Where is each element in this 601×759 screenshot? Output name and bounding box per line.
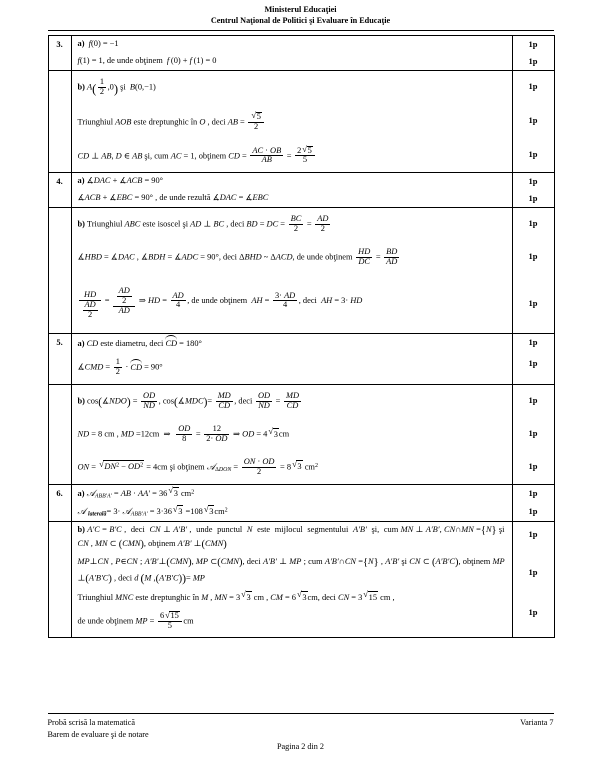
item-number-spacer: [49, 451, 72, 484]
points-5a-1: 1p: [512, 334, 554, 351]
solution-text-6a-1: a) 𝒜$_{ABB'A'}$ = AB · AA′ = 36 √ 3 $cm^2$: [77, 485, 195, 499]
item-number-spacer: [49, 274, 72, 333]
table-row: [48, 35, 554, 173]
scoring-line: [49, 418, 554, 451]
solution-block-4b: [49, 208, 554, 333]
item-number-spacer: [49, 351, 72, 384]
solution-text-4b-3: $\frac{HD}{\frac{AD}{2}}$ = $\frac{\frac{AD}{2}}{AD}$ ⇒ HD = $\frac{AD}{4}$ , de unde obţinem AH = $\frac{3\cdot AD}{4}$ , deci AH = 3· HD: [72, 274, 512, 333]
solution-text-3a-2: f(1) = 1, de unde obţinem f (0) + f (1) = 0: [77, 55, 217, 65]
points-4a-1: 1p: [512, 173, 554, 190]
item-number-spacer: [49, 53, 72, 70]
item-number-spacer: [49, 385, 72, 418]
solution-text-6a-2: 𝒜 $_{laterală}$= 3· 𝒜$_{ABB'A'}$ = 3·36 √ 3 =108 √ $3cm^2$: [77, 503, 228, 518]
item-number-5: 5.: [49, 334, 72, 351]
solution-text-5a-1: a) CD este diametru, deci CD = 180°: [72, 334, 512, 351]
item-number-spacer: [49, 522, 72, 554]
item-number-spacer: [49, 190, 72, 207]
points-6b-2: 1p: [512, 554, 554, 588]
scoring-line: [49, 485, 554, 503]
points-3a-2: 1p: [512, 53, 554, 70]
solution-block-6a: [49, 485, 554, 522]
footer-doctype: Barem de evaluare şi de notare: [47, 730, 149, 740]
header-center: Centrul Naţional de Politici şi Evaluare în Educaţie: [210, 16, 391, 26]
points-5a-2: 1p: [512, 351, 554, 384]
item-number-spacer: [49, 241, 72, 274]
document-footer: [0, 713, 601, 751]
scoring-line: [49, 139, 554, 173]
item-number-spacer: [49, 418, 72, 451]
points-4b-3: 1p: [512, 274, 554, 333]
points-6a-2: 1p: [512, 503, 554, 521]
solution-text-4a-2: ∡ACB + ∡EBC = 90° , de unde rezultă ∡DAC = ∡EBC: [77, 193, 269, 203]
footer-subject: Probă scrisă la matematică: [47, 718, 136, 728]
scoring-line: [49, 190, 554, 207]
scoring-line: [49, 554, 554, 588]
solution-text-4b-1: b) Triunghiul ABC este isoscel şi AD ⊥ BC , deci BD = DC = $\frac{BC}{2}$ = $\frac{AD}{2}$: [77, 214, 329, 234]
points-4b-1: 1p: [512, 208, 554, 241]
solution-block-3b: [49, 71, 554, 173]
points-3b-1: 1p: [512, 71, 554, 105]
item-number-spacer: [49, 503, 72, 521]
scoring-line: [49, 589, 554, 637]
item-number-spacer: [49, 208, 72, 241]
points-3b-2: 1p: [512, 105, 554, 139]
footer-page-number: Pagina 2 din 2: [276, 742, 325, 751]
scoring-line: [49, 351, 554, 384]
scoring-line: [49, 173, 554, 190]
solution-text-5b-3: ON = √ $DN^2 - OD^2 = 4cm$ şi obţinem 𝒜$_{\Delta DON}$ = $\frac{ON \cdot OD}{2}$ = 8 √ 3 $cm^2$: [77, 456, 318, 476]
solution-text-3b-1: b) A( $\frac{1}{2}$ ,0) şi B(0,−1): [77, 76, 156, 96]
solution-text-3a-1: a) f(0) = −1: [77, 38, 119, 48]
item-number-spacer: [49, 589, 72, 637]
scoring-line: [49, 451, 554, 484]
solution-block-4a: [49, 173, 554, 208]
solution-block-6b: [49, 522, 554, 637]
solution-block-3a: [49, 36, 554, 71]
solution-text-4a-1: a) ∡DAC + ∡ACB = 90°: [77, 176, 164, 186]
table-row: [48, 334, 554, 485]
scoring-line: [49, 36, 554, 53]
table-row: [48, 484, 554, 637]
solution-text-6b-3: Triunghiul MNC este dreptunghic în M , MN = 3 √ 3 cm , CM = 6 √ 3cm, deci CN = 3 √ 15 cm , de unde obţinem MP = 6 √ 15 5 cm: [77, 589, 395, 630]
points-3a-1: 1p: [512, 36, 554, 53]
item-number-spacer: [49, 71, 72, 105]
solution-block-5a: [49, 334, 554, 385]
solution-text-5b-1: b) cos(∡NDO) = $\frac{OD}{ND}$ , cos(∡MDC)= $\frac{MD}{CD}$ , deci $\frac{OD}{ND}$ = $\frac{MD}{CD}$: [77, 391, 300, 411]
points-3b-3: 1p: [512, 139, 554, 173]
solution-text-6b-2: MP⊥CN , P∈CN ; A′B′⊥(CMN), MP ⊂(CMN), deci A′B′ ⊥ MP ; cum A′B′∩CN ={N} , A′B′ şi CN ⊂ (A′B′C), obţinem MP ⊥(A′B′C) , deci d (M ,(A′B′C))= MP: [77, 557, 505, 585]
solution-text-3b-3: CD ⊥ AB, D ∈ AB şi, cum AC = 1, obţinem CD = $\frac{AC \cdot OB}{AB}$ = 2 √ 5 5: [72, 139, 512, 173]
item-number-spacer: [49, 554, 72, 588]
scoring-line: [49, 334, 554, 351]
item-number-4: 4.: [49, 173, 72, 190]
scoring-line: [49, 105, 554, 139]
item-number-6: 6.: [49, 485, 72, 503]
scoring-line: [49, 53, 554, 70]
points-4b-2: 1p: [512, 241, 554, 274]
scoring-line: [49, 522, 554, 554]
scoring-line: [49, 208, 554, 241]
scoring-line: [49, 503, 554, 521]
footer-left: [48, 717, 149, 741]
solution-text-3b-2: Triunghiul AOB este dreptunghic în O , deci AB = √ 5 2: [72, 105, 512, 139]
footer-variant: Varianta 7: [520, 718, 554, 728]
points-6a-1: 1p: [512, 485, 554, 503]
item-number-spacer: [49, 105, 72, 139]
solution-text-6b-1: b) A′C = B′C , deci CN ⊥ A′B′ , unde punctul N este mijlocul segmentului A′B′ şi, cum MN ⊥ A′B′, CN∩MN ={N} şi CN , MN ⊂ (CMN), obţinem A′B′ ⊥(CMN): [77, 525, 505, 551]
points-5b-2: 1p: [512, 418, 554, 451]
scoring-line: [49, 241, 554, 274]
table-row: [48, 173, 554, 334]
solution-text-5b-2: ND = 8 cm , MD =12cm ⇒ $\frac{OD}{8}$ = $\frac{12}{2\cdot OD}$ ⇒ OD = 4 √ 3cm: [77, 423, 290, 443]
header-divider: [48, 30, 554, 31]
scoring-line: [49, 71, 554, 105]
points-5b-3: 1p: [512, 451, 554, 484]
scoring-line: [49, 385, 554, 418]
item-number-spacer: [49, 139, 72, 173]
solution-text-4b-2: ∡HBD = ∡DAC , ∡BDH = ∡ADC = 90°, deci ΔBHD ~ ΔACD, de unde obţinem $\frac{HD}{DC}$ = $\frac{BD}{AD}$: [77, 247, 398, 267]
footer-divider: [48, 713, 554, 714]
item-number-3: 3.: [49, 36, 72, 53]
solution-text-5a-2: ∡CMD = $\frac{1}{2}$ · CD = 90°: [77, 357, 163, 377]
document-header: [0, 0, 601, 27]
points-6b-3: 1p: [512, 589, 554, 637]
header-ministry: Ministerul Educaţiei: [264, 5, 337, 14]
scoring-table: [48, 35, 554, 638]
scoring-line: [49, 274, 554, 333]
points-6b-1: 1p: [512, 522, 554, 554]
solution-block-5b: [49, 385, 554, 483]
points-5b-1: 1p: [512, 385, 554, 418]
points-4a-2: 1p: [512, 190, 554, 207]
